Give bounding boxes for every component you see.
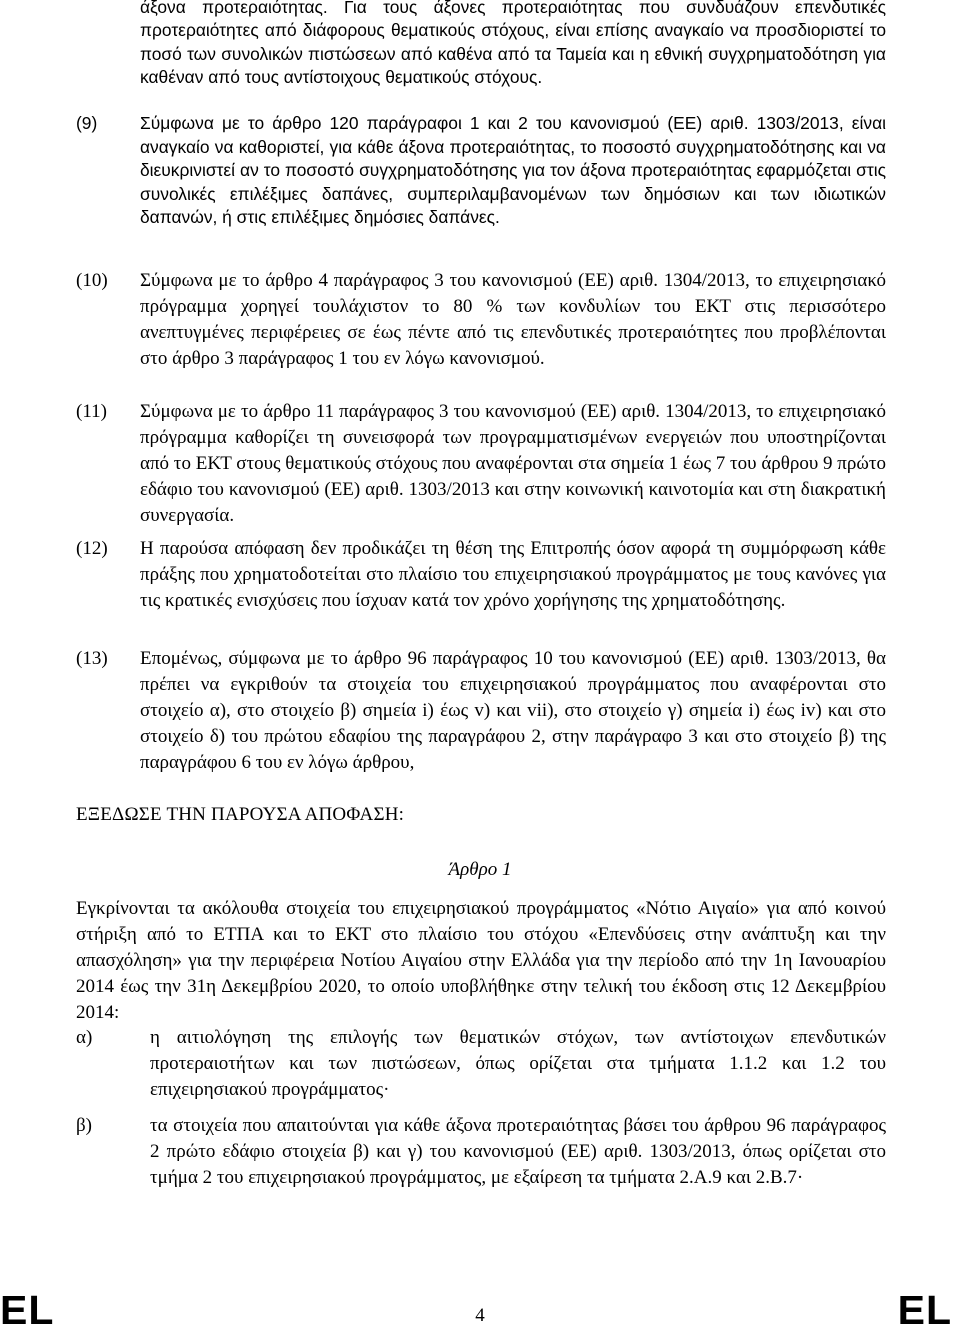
lead-paragraph: άξονα προτεραιότητας. Για τους άξονες προτεραιότητας που συνδυάζουν επενδυτικές προτεραιότητες από διάφορους θεματικούς στόχους, είναι επίσης αναγκαίο να προσδιοριστεί το ποσό των συνολικών πιστώσεων από καθένα από τα Ταμεία και η εθνική συγχρηματοδότηση για καθέναν από τους αντίστοιχους θεματικούς στόχους. — [140, 0, 886, 87]
footer-language-right: EL — [897, 1287, 952, 1333]
recital-12 — [76, 536, 886, 614]
recital-number: (11) — [76, 401, 107, 422]
recital-number: (10) — [76, 270, 108, 291]
recital-number: (9) — [76, 113, 98, 133]
article-item-b — [76, 1113, 886, 1191]
decree-heading: ΕΞΕΔΩΣΕ ΤΗΝ ΠΑΡΟΥΣΑ ΑΠΟΦΑΣΗ: — [76, 804, 405, 825]
recital-11 — [76, 399, 886, 529]
recital-text-part: 1303/2013, είναι αναγκαίο να καθοριστεί, για κάθε άξονα προτεραιότητας, το ποσοστό συγχρηματοδότησης και να διευκρινιστεί αν το ποσοστό συγχρηματοδότησης για τον άξονα προτεραιότητας εφαρμόζεται στις συνολικές επιλέξιμες δαπάνες, συμπεριλαμβανομένων των δημόσιων και των ιδιωτικών δαπανών, ή στις επιλέξιμες δημόσιες δαπάνες. — [140, 113, 886, 228]
page-number: 4 — [475, 1305, 485, 1326]
article-title: Άρθρο 1 — [448, 859, 512, 880]
recital-13 — [76, 646, 886, 776]
recital-text: Σύμφωνα με το άρθρο 4 παράγραφος 3 του κανονισμού (ΕΕ) αριθ. 1304/2013, το επιχειρησιακό πρόγραμμα χορηγεί τουλάχιστον το 80 % των κονδυλίων του ΕΚΤ στις περισσότερο ανεπτυγμένες περιφέρειες σε έως πέντε από τις επενδυτικές προτεραιότητες που προβλέπονται στο άρθρο 3 παράγραφος 1 του εν λόγω κανονισμού. — [140, 270, 886, 369]
item-text: τα στοιχεία που απαιτούνται για κάθε άξονα προτεραιότητας βάσει του άρθρου 96 παράγραφος 2 πρώτο εδάφιο στοιχεία β) και γ) του κανονισμού (ΕΕ) αριθ. 1303/2013, όπως ορίζεται στο τμήμα 2 του επιχειρησιακού προγράμματος, με εξαίρεση τα τμήματα 2.Α.9 και 2.Β.7· — [150, 1115, 886, 1188]
recital-10 — [76, 268, 886, 372]
article-item-a — [76, 1025, 886, 1103]
recital-text: Σύμφωνα με το άρθρο 11 παράγραφος 3 του κανονισμού (ΕΕ) αριθ. 1304/2013, το επιχειρησιακό πρόγραμμα καθορίζει τη συνεισφορά των προγραμματισμένων ενεργειών που υποστηρίζονται από το ΕΚΤ στους θεματικούς στόχους που αναφέρονται στα σημεία 1 έως 7 του άρθρου 9 πρώτο εδάφιο του κανονισμού (ΕΕ) αριθ. 1303/2013 και στην κοινωνική καινοτομία και στη διακρατική συνεργασία. — [140, 401, 886, 526]
recital-text — [140, 112, 886, 230]
recital-text: Η παρούσα απόφαση δεν προδικάζει τη θέση της Επιτροπής όσον αφορά τη συμμόρφωση κάθε πράξης που χρηματοδοτείται στο πλαίσιο του επιχειρησιακού προγράμματος με τους κανόνες για τις κρατικές ενισχύσεις που ίσχυαν κατά τον χρόνο χορήγησης της χρηματοδότησης. — [140, 538, 886, 611]
item-marker: β) — [76, 1115, 92, 1136]
footer-language-left: EL — [0, 1287, 55, 1333]
recital-text: Επομένως, σύμφωνα με το άρθρο 96 παράγραφος 10 του κανονισμού (ΕΕ) αριθ. 1303/2013, θα πρέπει να εγκριθούν τα στοιχεία του επιχειρησιακού προγράμματος που αναφέρονται στο στοιχείο α), στο στοιχείο β) σημεία i) έως v) και vii), στο στοιχείο γ) σημεία i) έως iv) και στο στοιχείο δ) του πρώτου εδαφίου της παραγράφου 2, στην παράγραφο 3 και στο στοιχείο β) της παραγράφου 6 του εν λόγω άρθρου, — [140, 648, 886, 773]
recital-text-part: Σύμφωνα με το άρθρο 120 παράγραφοι 1 και 2 του κανονισμού (ΕΕ) αριθ. — [140, 113, 749, 133]
recital-9 — [76, 112, 886, 230]
item-text: η αιτιολόγηση της επιλογής των θεματικών στόχων, των αντίστοιχων επενδυτικών προτεραιοτήτων και των πιστώσεων, όπως ορίζεται στα τμήματα 1.1.2 και 1.2 του επιχειρησιακού προγράμματος· — [150, 1027, 886, 1100]
article-intro: Εγκρίνονται τα ακόλουθα στοιχεία του επιχειρησιακού προγράμματος «Νότιο Αιγαίο» για από κοινού στήριξη από το ΕΤΠΑ και το ΕΚΤ στο πλαίσιο του στόχου «Επενδύσεις στην ανάπτυξη και την απασχόληση» για την περιφέρεια Νοτίου Αιγαίου στην Ελλάδα για την περίοδο από την 1η Ιανουαρίου 2014 έως την 31η Δεκεμβρίου 2020, το οποίο υποβλήθηκε στην τελική του έκδοση στις 12 Δεκεμβρίου 2014: — [76, 898, 886, 1023]
recital-number: (13) — [76, 648, 108, 669]
recital-number: (12) — [76, 538, 108, 559]
item-marker: α) — [76, 1027, 93, 1048]
